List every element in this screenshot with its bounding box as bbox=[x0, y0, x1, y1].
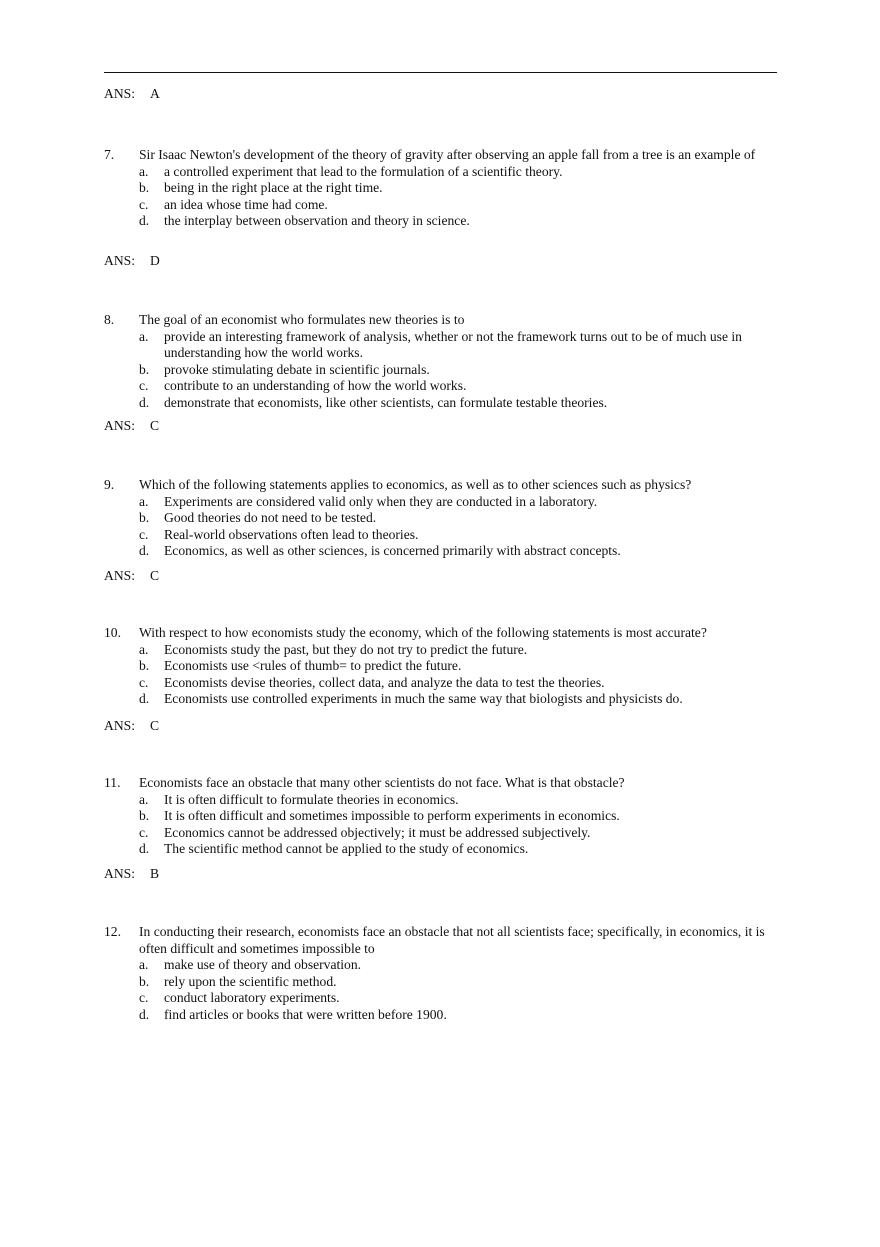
options-list bbox=[139, 957, 784, 1023]
options-list bbox=[139, 494, 784, 560]
option-letter: d. bbox=[139, 1006, 150, 1022]
option-letter: d. bbox=[139, 841, 150, 856]
option-d bbox=[139, 841, 784, 858]
answer-label: ANS: bbox=[104, 418, 135, 433]
option-letter: d. bbox=[139, 394, 150, 410]
option-text: Economists use <rules of thumb= to predict the future. bbox=[164, 658, 462, 673]
question-11 bbox=[104, 775, 784, 858]
option-text: an idea whose time had come. bbox=[164, 196, 328, 212]
option-b bbox=[139, 180, 784, 197]
option-text: conduct laboratory experiments. bbox=[164, 990, 340, 1005]
option-b bbox=[139, 974, 784, 991]
answer-line bbox=[104, 418, 159, 435]
answer-value: C bbox=[150, 718, 160, 733]
option-a bbox=[139, 164, 784, 181]
option-d bbox=[139, 395, 784, 412]
option-c bbox=[139, 990, 784, 1007]
question-number: 9. bbox=[104, 477, 115, 492]
options-list bbox=[139, 792, 784, 858]
option-d bbox=[139, 213, 784, 230]
option-b bbox=[139, 658, 784, 675]
answer-value: A bbox=[150, 86, 160, 101]
question-12 bbox=[104, 924, 784, 1023]
option-text: being in the right place at the right time. bbox=[164, 180, 383, 195]
option-letter: c. bbox=[139, 674, 149, 690]
question-number: 8. bbox=[104, 312, 115, 327]
question-number: 10. bbox=[104, 625, 121, 640]
option-letter: d. bbox=[139, 543, 150, 558]
option-letter: b. bbox=[139, 973, 150, 989]
option-text: It is often difficult to formulate theories in economics. bbox=[164, 791, 459, 807]
option-letter: d. bbox=[139, 213, 150, 228]
answer-label: ANS: bbox=[104, 253, 135, 268]
option-text: rely upon the scientific method. bbox=[164, 973, 337, 989]
question-stem: With respect to how economists study the economy, which of the following statements is most accurate? bbox=[139, 625, 707, 640]
option-text: Economists use controlled experiments in much the same way that biologists and physicists do. bbox=[164, 691, 683, 706]
options-list bbox=[139, 164, 784, 230]
option-text: It is often difficult and sometimes impossible to perform experiments in economics. bbox=[164, 808, 620, 823]
option-letter: a. bbox=[139, 641, 149, 657]
option-text: Real-world observations often lead to theories. bbox=[164, 526, 419, 542]
option-letter: b. bbox=[139, 510, 150, 525]
option-text: The scientific method cannot be applied to the study of economics. bbox=[164, 841, 529, 856]
option-text: demonstrate that economists, like other scientists, can formulate testable theories. bbox=[164, 394, 608, 410]
option-d bbox=[139, 1007, 784, 1024]
option-text: Economics, as well as other sciences, is concerned primarily with abstract concepts. bbox=[164, 543, 621, 558]
option-text: Good theories do not need to be tested. bbox=[164, 510, 377, 525]
options-list bbox=[139, 329, 784, 412]
option-letter: c. bbox=[139, 196, 149, 212]
question-10 bbox=[104, 625, 784, 708]
option-letter: a. bbox=[139, 957, 149, 972]
answer-value: B bbox=[150, 866, 160, 881]
option-letter: d. bbox=[139, 691, 150, 706]
option-b bbox=[139, 362, 784, 379]
question-stem: The goal of an economist who formulates new theories is to bbox=[139, 312, 465, 327]
option-c bbox=[139, 527, 784, 544]
option-text: Economists study the past, but they do not try to predict the future. bbox=[164, 641, 528, 657]
option-a bbox=[139, 642, 784, 659]
option-text: contribute to an understanding of how the world works. bbox=[164, 378, 467, 393]
option-a bbox=[139, 494, 784, 511]
answer-value: C bbox=[150, 568, 160, 583]
answer-value: C bbox=[150, 418, 160, 433]
option-text: find articles or books that were written before 1900. bbox=[164, 1006, 447, 1022]
option-letter: b. bbox=[139, 361, 150, 377]
option-text: Experiments are considered valid only when they are conducted in a laboratory. bbox=[164, 493, 598, 509]
answer-line bbox=[104, 568, 159, 585]
option-d bbox=[139, 691, 784, 708]
question-9 bbox=[104, 477, 784, 560]
option-c bbox=[139, 825, 784, 842]
option-letter: a. bbox=[139, 493, 149, 509]
question-stem: Sir Isaac Newton's development of the theory of gravity after observing an apple fall from a tree is an example of bbox=[139, 147, 756, 162]
option-text: the interplay between observation and theory in science. bbox=[164, 213, 470, 228]
question-stem: In conducting their research, economists face an obstacle that not all scientists face; specifically, in economics, it is often difficult and sometimes impossible to bbox=[139, 924, 765, 956]
answer-label: ANS: bbox=[104, 718, 135, 733]
option-letter: c. bbox=[139, 378, 149, 393]
answer-label: ANS: bbox=[104, 866, 135, 881]
option-text: Economists devise theories, collect data, and analyze the data to test the theories. bbox=[164, 674, 605, 690]
option-c bbox=[139, 378, 784, 395]
question-number: 12. bbox=[104, 924, 121, 939]
question-number: 7. bbox=[104, 147, 115, 162]
option-letter: b. bbox=[139, 180, 150, 195]
option-letter: a. bbox=[139, 163, 149, 179]
option-b bbox=[139, 808, 784, 825]
answer-line bbox=[104, 718, 159, 735]
option-a bbox=[139, 957, 784, 974]
option-letter: b. bbox=[139, 808, 150, 823]
question-number: 11. bbox=[104, 775, 121, 790]
option-letter: b. bbox=[139, 658, 150, 673]
answer-line bbox=[104, 866, 159, 883]
option-a bbox=[139, 792, 784, 809]
option-c bbox=[139, 675, 784, 692]
top-rule bbox=[104, 72, 777, 73]
option-text: provide an interesting framework of analysis, whether or not the framework turns out to be of much use in understanding how the world works. bbox=[164, 328, 742, 360]
answer-line bbox=[104, 86, 160, 103]
question-stem: Economists face an obstacle that many other scientists do not face. What is that obstacle? bbox=[139, 775, 625, 790]
answer-label: ANS: bbox=[104, 568, 135, 583]
question-7 bbox=[104, 147, 784, 230]
option-d bbox=[139, 543, 784, 560]
option-b bbox=[139, 510, 784, 527]
option-text: provoke stimulating debate in scientific journals. bbox=[164, 361, 430, 377]
option-letter: a. bbox=[139, 328, 149, 344]
option-letter: c. bbox=[139, 824, 149, 840]
option-letter: c. bbox=[139, 990, 149, 1005]
options-list bbox=[139, 642, 784, 708]
answer-label: ANS: bbox=[104, 86, 135, 101]
answer-value: D bbox=[150, 253, 160, 268]
option-letter: a. bbox=[139, 791, 149, 807]
option-a bbox=[139, 329, 784, 362]
option-text: make use of theory and observation. bbox=[164, 957, 362, 972]
answer-line bbox=[104, 253, 160, 270]
option-c bbox=[139, 197, 784, 214]
option-text: a controlled experiment that lead to the formulation of a scientific theory. bbox=[164, 163, 563, 179]
question-stem: Which of the following statements applies to economics, as well as to other sciences such as physics? bbox=[139, 477, 692, 492]
option-letter: c. bbox=[139, 526, 149, 542]
question-8 bbox=[104, 312, 784, 411]
option-text: Economics cannot be addressed objectively; it must be addressed subjectively. bbox=[164, 824, 591, 840]
